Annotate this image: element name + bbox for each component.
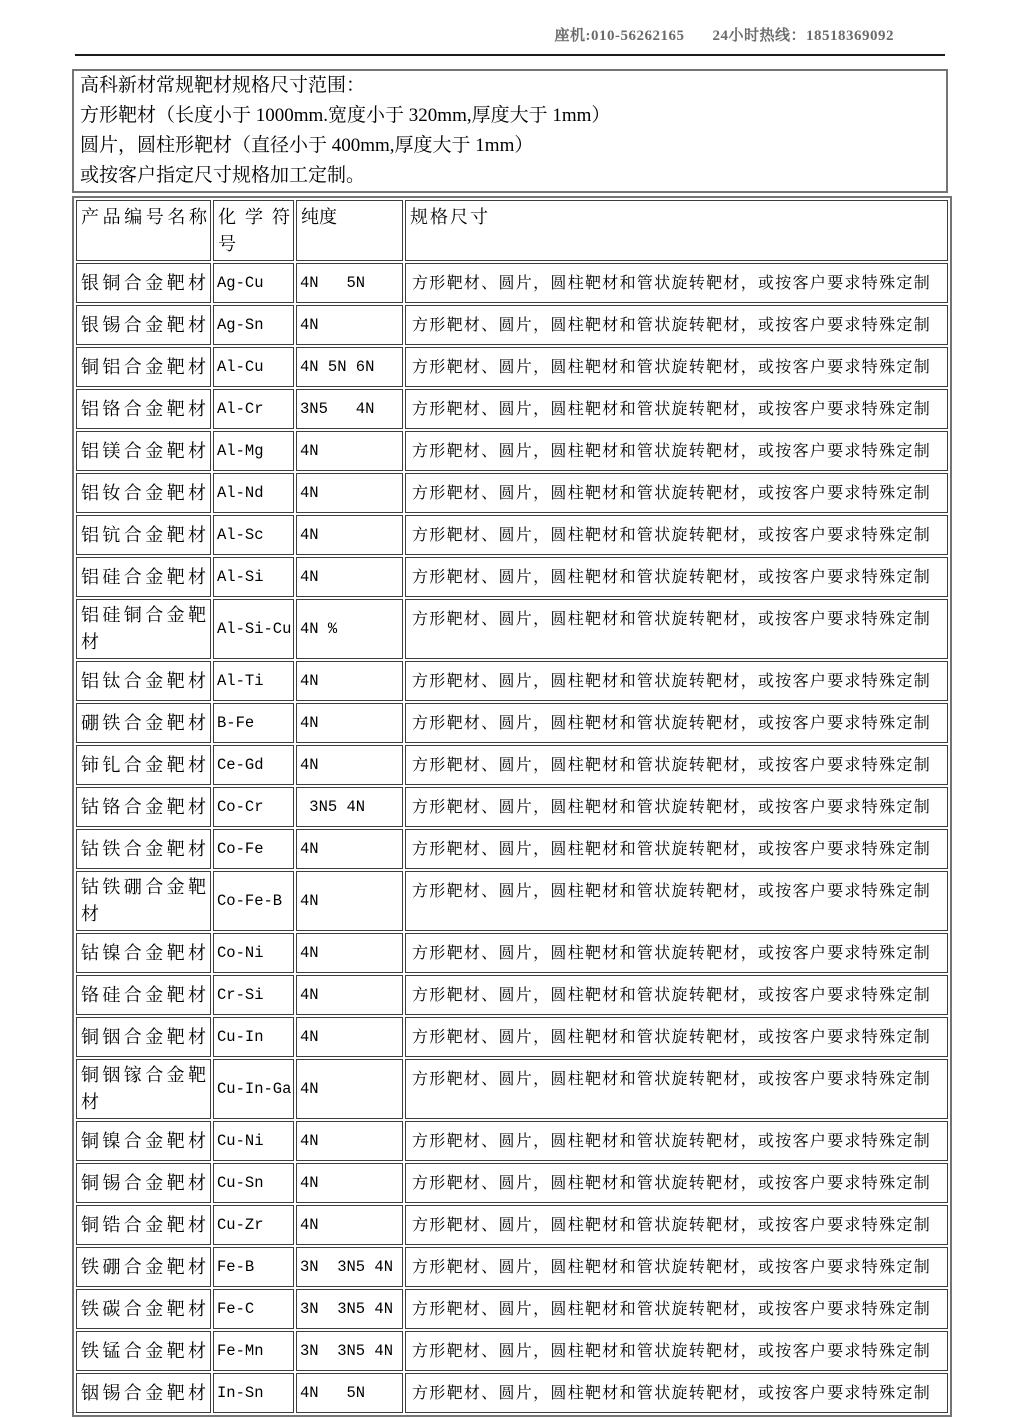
purity-cell: 4N — [296, 1059, 403, 1119]
spec-cell: 方形靶材、圆片，圆柱靶材和管状旋转靶材，或按客户要求特殊定制 — [405, 745, 948, 785]
spec-cell: 方形靶材、圆片，圆柱靶材和管状旋转靶材，或按客户要求特殊定制 — [405, 1331, 948, 1371]
product-name-cell: 铝硅合金靶材 — [76, 557, 211, 597]
product-name-cell: 铁碳合金靶材 — [76, 1289, 211, 1329]
purity-cell: 3N 3N5 4N — [296, 1289, 403, 1329]
purity-cell: 3N5 4N — [296, 787, 403, 827]
table-row — [76, 1121, 948, 1161]
chemical-symbol-cell: Cr-Si — [213, 975, 294, 1015]
spec-cell: 方形靶材、圆片，圆柱靶材和管状旋转靶材，或按客户要求特殊定制 — [405, 1163, 948, 1203]
chemical-symbol-cell: Al-Nd — [213, 473, 294, 513]
chemical-symbol-cell: Al-Si-Cu — [213, 599, 294, 659]
purity-cell: 4N 5N — [296, 1373, 403, 1413]
intro-box — [72, 69, 948, 193]
product-name-cell: 铬硅合金靶材 — [76, 975, 211, 1015]
chemical-symbol-cell: Ag-Sn — [213, 305, 294, 345]
product-name-cell: 钴铁合金靶材 — [76, 829, 211, 869]
spec-cell: 方形靶材、圆片，圆柱靶材和管状旋转靶材，或按客户要求特殊定制 — [405, 787, 948, 827]
table-row — [76, 599, 948, 659]
purity-cell: 4N — [296, 871, 403, 931]
spec-cell: 方形靶材、圆片，圆柱靶材和管状旋转靶材，或按客户要求特殊定制 — [405, 933, 948, 973]
spec-cell: 方形靶材、圆片，圆柱靶材和管状旋转靶材，或按客户要求特殊定制 — [405, 347, 948, 387]
column-header-purity: 纯度 — [296, 200, 403, 261]
chemical-symbol-cell: Fe-C — [213, 1289, 294, 1329]
spec-cell: 方形靶材、圆片，圆柱靶材和管状旋转靶材，或按客户要求特殊定制 — [405, 975, 948, 1015]
product-name-cell: 银铜合金靶材 — [76, 263, 211, 303]
purity-cell: 4N — [296, 933, 403, 973]
chemical-symbol-cell: Fe-Mn — [213, 1331, 294, 1371]
table-row — [76, 1017, 948, 1057]
spec-cell: 方形靶材、圆片，圆柱靶材和管状旋转靶材，或按客户要求特殊定制 — [405, 1289, 948, 1329]
chemical-symbol-cell: Co-Ni — [213, 933, 294, 973]
purity-cell: 4N — [296, 703, 403, 743]
purity-cell: 3N 3N5 4N — [296, 1331, 403, 1371]
chemical-symbol-cell: Fe-B — [213, 1247, 294, 1287]
table-row — [76, 305, 948, 345]
chemical-symbol-cell: Cu-Zr — [213, 1205, 294, 1245]
chemical-symbol-cell: Co-Cr — [213, 787, 294, 827]
table-row — [76, 829, 948, 869]
spec-cell: 方形靶材、圆片，圆柱靶材和管状旋转靶材，或按客户要求特殊定制 — [405, 431, 948, 471]
product-name-cell: 铜锡合金靶材 — [76, 1163, 211, 1203]
product-name-cell: 铜锆合金靶材 — [76, 1205, 211, 1245]
product-name-cell: 铝镁合金靶材 — [76, 431, 211, 471]
phone-number: 座机:010-56262165 — [554, 28, 685, 44]
spec-cell: 方形靶材、圆片，圆柱靶材和管状旋转靶材，或按客户要求特殊定制 — [405, 263, 948, 303]
chemical-symbol-cell: Al-Ti — [213, 661, 294, 701]
intro-line-title: 高科新材常规靶材规格尺寸范围： — [80, 75, 366, 96]
product-name-cell: 银锡合金靶材 — [76, 305, 211, 345]
chemical-symbol-cell: Cu-In-Ga — [213, 1059, 294, 1119]
purity-cell: 4N — [296, 829, 403, 869]
table-row — [76, 557, 948, 597]
chemical-symbol-cell: B-Fe — [213, 703, 294, 743]
table-row — [76, 1247, 948, 1287]
chemical-symbol-cell: Co-Fe — [213, 829, 294, 869]
chemical-symbol-cell: Cu-In — [213, 1017, 294, 1057]
chemical-symbol-cell: In-Sn — [213, 1373, 294, 1413]
purity-cell: 4N — [296, 1121, 403, 1161]
spec-cell: 方形靶材、圆片，圆柱靶材和管状旋转靶材，或按客户要求特殊定制 — [405, 703, 948, 743]
spec-cell: 方形靶材、圆片，圆柱靶材和管状旋转靶材，或按客户要求特殊定制 — [405, 305, 948, 345]
chemical-symbol-cell: Al-Mg — [213, 431, 294, 471]
table-header-row — [76, 200, 948, 261]
purity-cell: 4N — [296, 1017, 403, 1057]
spec-cell: 方形靶材、圆片，圆柱靶材和管状旋转靶材，或按客户要求特殊定制 — [405, 515, 948, 555]
table-row — [76, 661, 948, 701]
product-name-cell: 硼铁合金靶材 — [76, 703, 211, 743]
purity-cell: 4N — [296, 431, 403, 471]
table-row — [76, 975, 948, 1015]
product-name-cell: 铜铟合金靶材 — [76, 1017, 211, 1057]
chemical-symbol-cell: Ce-Gd — [213, 745, 294, 785]
product-name-cell: 钴镍合金靶材 — [76, 933, 211, 973]
table-row — [76, 1289, 948, 1329]
product-name-cell: 钴铁硼合金靶材 — [76, 871, 211, 931]
product-name-cell: 铝钕合金靶材 — [76, 473, 211, 513]
product-name-cell: 铜铟镓合金靶材 — [76, 1059, 211, 1119]
product-name-cell: 铁硼合金靶材 — [76, 1247, 211, 1287]
intro-line-custom: 或按客户指定尺寸规格加工定制。 — [80, 165, 366, 186]
table-body — [76, 263, 948, 1413]
table-row — [76, 389, 948, 429]
header-divider — [75, 54, 945, 56]
chemical-symbol-cell: Al-Si — [213, 557, 294, 597]
product-name-cell: 铁锰合金靶材 — [76, 1331, 211, 1371]
table-row — [76, 1059, 948, 1119]
product-name-cell: 铝钪合金靶材 — [76, 515, 211, 555]
product-name-cell: 铝钛合金靶材 — [76, 661, 211, 701]
purity-cell: 4N — [296, 557, 403, 597]
purity-cell: 4N 5N — [296, 263, 403, 303]
chemical-symbol-cell: Al-Cr — [213, 389, 294, 429]
spec-cell: 方形靶材、圆片，圆柱靶材和管状旋转靶材，或按客户要求特殊定制 — [405, 829, 948, 869]
product-name-cell: 铜铝合金靶材 — [76, 347, 211, 387]
spec-cell: 方形靶材、圆片，圆柱靶材和管状旋转靶材，或按客户要求特殊定制 — [405, 599, 948, 659]
spec-cell: 方形靶材、圆片，圆柱靶材和管状旋转靶材，或按客户要求特殊定制 — [405, 1121, 948, 1161]
table-row — [76, 933, 948, 973]
chemical-symbol-cell: Al-Sc — [213, 515, 294, 555]
spec-cell: 方形靶材、圆片，圆柱靶材和管状旋转靶材，或按客户要求特殊定制 — [405, 1373, 948, 1413]
intro-line-round: 圆片，圆柱形靶材（直径小于 400mm,厚度大于 1mm） — [80, 135, 534, 156]
purity-cell: 3N5 4N — [296, 389, 403, 429]
chemical-symbol-cell: Cu-Sn — [213, 1163, 294, 1203]
product-name-cell: 铝硅铜合金靶材 — [76, 599, 211, 659]
purity-cell: 4N — [296, 305, 403, 345]
chemical-symbol-cell: Co-Fe-B — [213, 871, 294, 931]
contact-header — [72, 0, 948, 45]
product-name-cell: 钴铬合金靶材 — [76, 787, 211, 827]
chemical-symbol-cell: Ag-Cu — [213, 263, 294, 303]
spec-cell: 方形靶材、圆片，圆柱靶材和管状旋转靶材，或按客户要求特殊定制 — [405, 661, 948, 701]
purity-cell: 3N 3N5 4N — [296, 1247, 403, 1287]
table-row — [76, 431, 948, 471]
column-header-product-name: 产品编号名称 — [76, 200, 211, 261]
purity-cell: 4N — [296, 515, 403, 555]
table-row — [76, 473, 948, 513]
table-row — [76, 1205, 948, 1245]
product-name-cell: 铝铬合金靶材 — [76, 389, 211, 429]
intro-line-square: 方形靶材（长度小于 1000mm.宽度小于 320mm,厚度大于 1mm） — [80, 105, 611, 126]
spec-cell: 方形靶材、圆片，圆柱靶材和管状旋转靶材，或按客户要求特殊定制 — [405, 473, 948, 513]
table-row — [76, 703, 948, 743]
chemical-symbol-cell: Al-Cu — [213, 347, 294, 387]
column-header-spec: 规格尺寸 — [405, 200, 948, 261]
spec-cell: 方形靶材、圆片，圆柱靶材和管状旋转靶材，或按客户要求特殊定制 — [405, 1205, 948, 1245]
table-row — [76, 347, 948, 387]
chemical-symbol-cell: Cu-Ni — [213, 1121, 294, 1161]
spec-cell: 方形靶材、圆片，圆柱靶材和管状旋转靶材，或按客户要求特殊定制 — [405, 389, 948, 429]
purity-cell: 4N % — [296, 599, 403, 659]
product-name-cell: 铈钆合金靶材 — [76, 745, 211, 785]
purity-cell: 4N 5N 6N — [296, 347, 403, 387]
table-row — [76, 1373, 948, 1413]
spec-cell: 方形靶材、圆片，圆柱靶材和管状旋转靶材，或按客户要求特殊定制 — [405, 1247, 948, 1287]
column-header-chemical-symbol: 化 学 符号 — [213, 200, 294, 261]
purity-cell: 4N — [296, 745, 403, 785]
table-row — [76, 515, 948, 555]
table-row — [76, 871, 948, 931]
purity-cell: 4N — [296, 1205, 403, 1245]
spec-cell: 方形靶材、圆片，圆柱靶材和管状旋转靶材，或按客户要求特殊定制 — [405, 871, 948, 931]
spec-cell: 方形靶材、圆片，圆柱靶材和管状旋转靶材，或按客户要求特殊定制 — [405, 557, 948, 597]
table-row — [76, 1331, 948, 1371]
spec-cell: 方形靶材、圆片，圆柱靶材和管状旋转靶材，或按客户要求特殊定制 — [405, 1017, 948, 1057]
table-row — [76, 745, 948, 785]
table-row — [76, 1163, 948, 1203]
product-spec-table — [72, 196, 952, 1417]
table-row — [76, 787, 948, 827]
product-name-cell: 铜镍合金靶材 — [76, 1121, 211, 1161]
spec-cell: 方形靶材、圆片，圆柱靶材和管状旋转靶材，或按客户要求特殊定制 — [405, 1059, 948, 1119]
table-row — [76, 263, 948, 303]
product-name-cell: 铟锡合金靶材 — [76, 1373, 211, 1413]
hotline-number: 24小时热线：18518369092 — [712, 28, 894, 44]
purity-cell: 4N — [296, 1163, 403, 1203]
purity-cell: 4N — [296, 473, 403, 513]
purity-cell: 4N — [296, 661, 403, 701]
purity-cell: 4N — [296, 975, 403, 1015]
